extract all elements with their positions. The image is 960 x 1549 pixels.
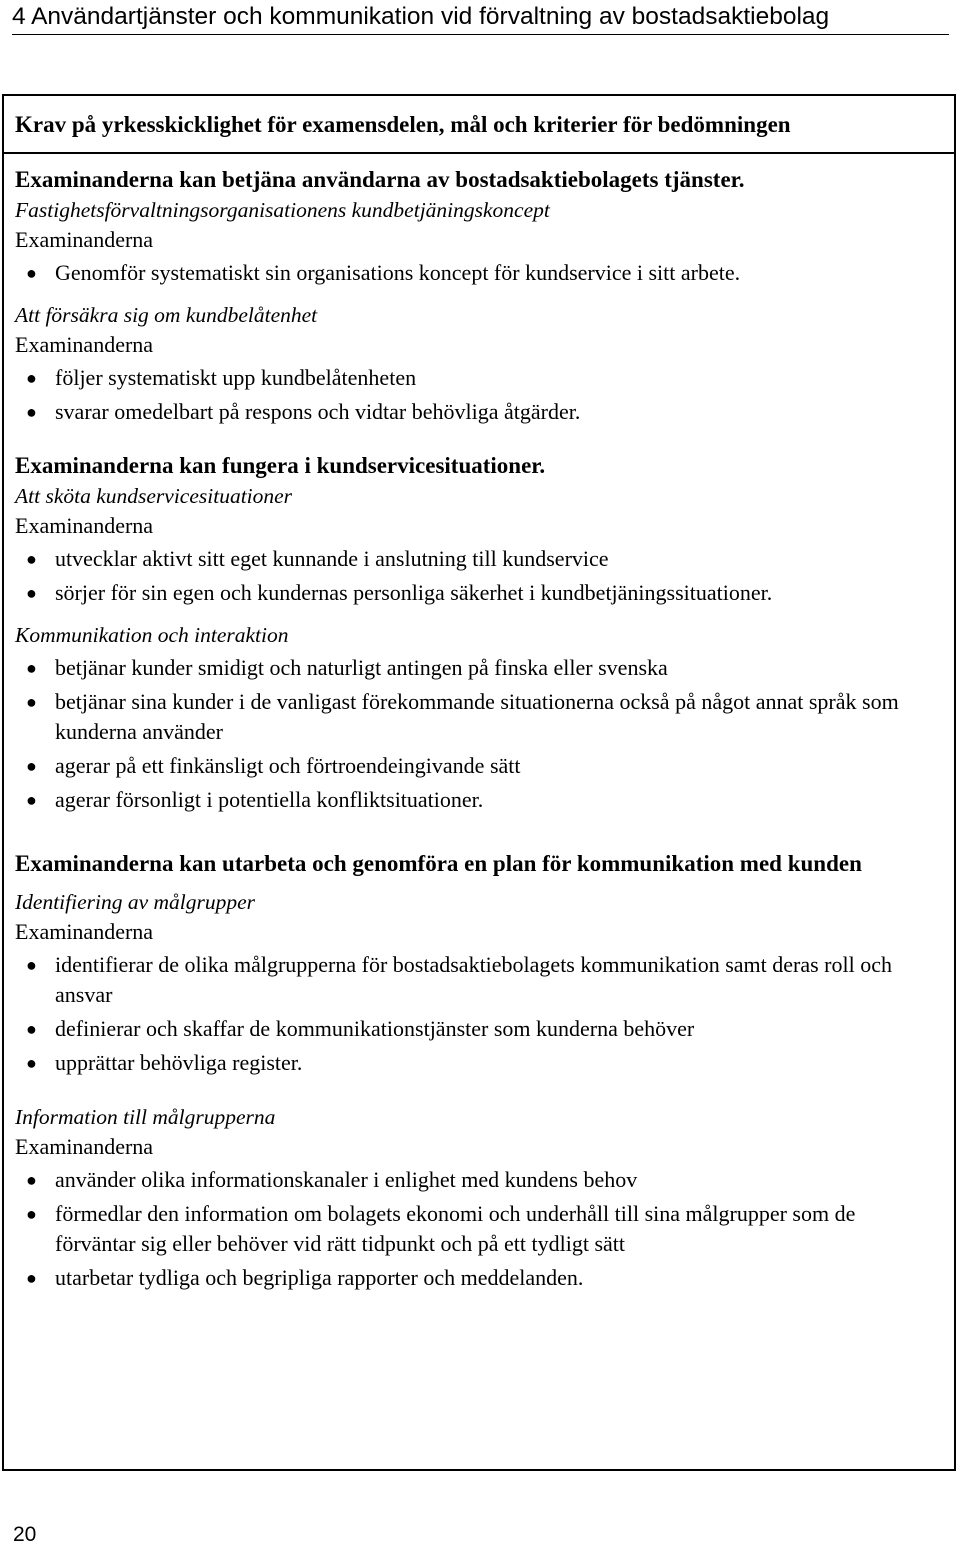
subsection-title: Att försäkra sig om kundbelåtenhet: [15, 303, 318, 327]
criteria-list: [15, 653, 936, 815]
goal-heading: Examinanderna kan fungera i kundservicesituationer.: [15, 453, 546, 478]
criteria-list: [15, 950, 936, 1078]
list-item-text: använder olika informationskanaler i enlighet med kundens behov: [55, 1167, 638, 1192]
criteria-list: [15, 363, 936, 427]
page-title: 4 Användartjänster och kommunikation vid förvaltning av bostadsaktiebolag: [12, 0, 949, 35]
bullet-icon: ●: [26, 1019, 37, 1039]
bullet-icon: ●: [26, 658, 37, 678]
bullet-icon: ●: [26, 790, 37, 810]
criteria-list: [15, 258, 936, 288]
table-body: [4, 154, 954, 1293]
list-item: [15, 1199, 936, 1259]
subject-label: Examinanderna: [15, 332, 154, 357]
subject-label: Examinanderna: [15, 227, 154, 252]
subsection-title: Kommunikation och interaktion: [15, 623, 289, 647]
list-item: [15, 544, 936, 574]
bullet-icon: ●: [26, 756, 37, 776]
criteria-table: [2, 94, 956, 1471]
list-item: [15, 363, 936, 393]
list-item-text: utarbetar tydliga och begripliga rapporter och meddelanden.: [55, 1265, 584, 1290]
list-item-text: upprättar behövliga register.: [55, 1050, 303, 1075]
list-item-text: definierar och skaffar de kommunikationstjänster som kunderna behöver: [55, 1016, 695, 1041]
list-item-text: Genomför systematiskt sin organisations koncept för kundservice i sitt arbete.: [55, 260, 741, 285]
list-item-text: betjänar sina kunder i de vanligast förekommande situationerna också på något annat språk som kunderna använder: [55, 689, 899, 744]
goal-heading: Examinanderna kan utarbeta och genomföra en plan för kommunikation med kunden: [15, 851, 862, 876]
list-item-text: utvecklar aktivt sitt eget kunnande i anslutning till kundservice: [55, 546, 609, 571]
list-item: [15, 1014, 936, 1044]
criteria-list: [15, 544, 936, 608]
subsection-title: Fastighetsförvaltningsorganisationens kundbetjäningskoncept: [15, 198, 550, 222]
list-item-text: agerar på ett finkänsligt och förtroendeingivande sätt: [55, 753, 521, 778]
list-item-text: sörjer för sin egen och kundernas personliga säkerhet i kundbetjäningssituationer.: [55, 580, 773, 605]
list-item-text: svarar omedelbart på respons och vidtar behövliga åtgärder.: [55, 399, 581, 424]
list-item: [15, 578, 936, 608]
list-item: [15, 1048, 936, 1078]
list-item-text: identifierar de olika målgrupperna för bostadsaktiebolagets kommunikation samt deras roll och ansvar: [55, 952, 892, 1007]
list-item: [15, 687, 936, 747]
subject-label: Examinanderna: [15, 1134, 154, 1159]
list-item: [15, 751, 936, 781]
table-header: Krav på yrkesskicklighet för examensdelen, mål och kriterier för bedömningen: [4, 96, 954, 154]
list-item-text: förmedlar den information om bolagets ekonomi och underhåll till sina målgrupper som de förväntar sig eller behöver vid rätt tidpunkt och på ett tydligt sätt: [55, 1201, 856, 1256]
list-item: [15, 1165, 936, 1195]
page-number: 20: [13, 1523, 37, 1546]
subsection-title: Identifiering av målgrupper: [15, 890, 256, 914]
subsection-title: Information till målgrupperna: [15, 1105, 276, 1129]
bullet-icon: ●: [26, 368, 37, 388]
bullet-icon: ●: [26, 583, 37, 603]
list-item: [15, 785, 936, 815]
list-item: [15, 1263, 936, 1293]
list-item-text: agerar försonligt i potentiella konfliktsituationer.: [55, 787, 484, 812]
bullet-icon: ●: [26, 1204, 37, 1224]
list-item: [15, 258, 936, 288]
bullet-icon: ●: [26, 402, 37, 422]
bullet-icon: ●: [26, 1170, 37, 1190]
goal-heading: Examinanderna kan betjäna användarna av bostadsaktiebolagets tjänster.: [15, 167, 745, 192]
list-item: [15, 653, 936, 683]
bullet-icon: ●: [26, 1268, 37, 1288]
bullet-icon: ●: [26, 1053, 37, 1073]
bullet-icon: ●: [26, 955, 37, 975]
list-item: [15, 950, 936, 1010]
subject-label: Examinanderna: [15, 513, 154, 538]
criteria-list: [15, 1165, 936, 1293]
bullet-icon: ●: [26, 692, 37, 712]
subsection-title: Att sköta kundservicesituationer: [15, 484, 293, 508]
bullet-icon: ●: [26, 549, 37, 569]
list-item-text: följer systematiskt upp kundbelåtenheten: [55, 365, 417, 390]
list-item-text: betjänar kunder smidigt och naturligt antingen på finska eller svenska: [55, 655, 668, 680]
list-item: [15, 397, 936, 427]
subject-label: Examinanderna: [15, 919, 154, 944]
bullet-icon: ●: [26, 263, 37, 283]
